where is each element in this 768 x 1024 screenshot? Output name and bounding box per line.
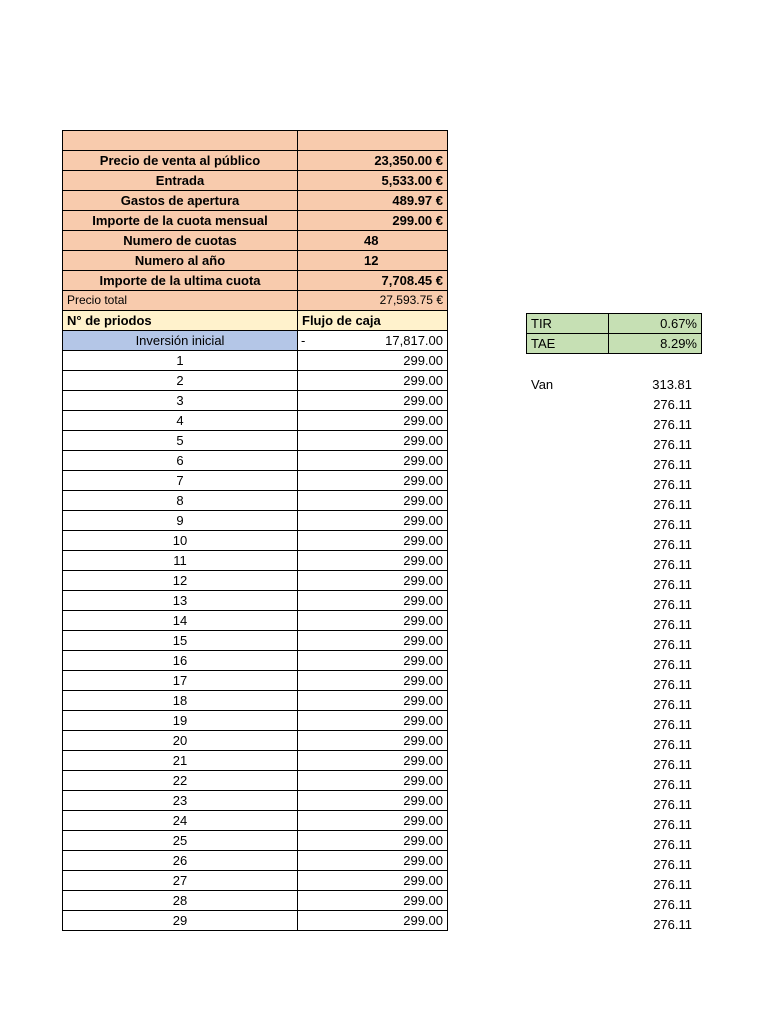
van-blank-cell[interactable] [527,595,607,615]
van-blank-cell[interactable] [527,415,607,435]
van-row [527,395,697,415]
period-flow-cell[interactable]: 299.00 [298,611,448,631]
period-flow-cell[interactable]: 299.00 [298,411,448,431]
period-flow-cell[interactable]: 299.00 [298,531,448,551]
period-row [63,871,448,891]
summary-label[interactable]: Numero de cuotas [63,231,298,251]
period-number-cell[interactable]: 5 [63,431,298,451]
period-number-cell[interactable]: 3 [63,391,298,411]
van-value[interactable]: 276.11 [653,677,692,692]
van-value[interactable]: 276.11 [653,637,692,652]
van-row [527,555,697,575]
period-flow-cell[interactable]: 299.00 [298,911,448,931]
period-number-cell[interactable]: 14 [63,611,298,631]
van-value[interactable]: 276.11 [653,537,692,552]
period-row [63,891,448,911]
period-row [63,371,448,391]
van-row [527,795,697,815]
period-row [63,431,448,451]
period-number-cell[interactable]: 25 [63,831,298,851]
van-blank-cell[interactable] [527,895,607,915]
van-row [527,895,697,915]
van-row [527,855,697,875]
period-flow-cell[interactable]: 299.00 [298,391,448,411]
header-blank-row [63,131,448,151]
van-value[interactable]: 276.11 [653,857,692,872]
van-value[interactable]: 276.11 [653,777,692,792]
van-blank-cell[interactable] [527,735,607,755]
period-row [63,731,448,751]
period-flow-cell[interactable]: 299.00 [298,751,448,771]
van-value[interactable]: 276.11 [653,917,692,932]
van-value[interactable]: 276.11 [653,417,692,432]
period-row [63,471,448,491]
summary-value[interactable]: 48 [298,231,448,251]
van-blank-cell[interactable] [527,875,607,895]
summary-value[interactable]: 299.00 € [298,211,448,231]
summary-row-entrada [63,171,448,191]
period-number-cell[interactable]: 17 [63,671,298,691]
van-value[interactable]: 313.81 [652,377,692,392]
summary-row-gastos [63,191,448,211]
van-row [527,715,697,735]
period-row [63,411,448,431]
period-flow-cell[interactable]: 299.00 [298,451,448,471]
van-value[interactable]: 276.11 [653,457,692,472]
van-table [526,374,697,935]
van-row [527,735,697,755]
summary-value[interactable]: 12 [298,251,448,271]
period-number-cell[interactable]: 6 [63,451,298,471]
van-blank-cell[interactable] [527,695,607,715]
period-number-cell[interactable]: 27 [63,871,298,891]
van-row [527,915,697,935]
van-value[interactable]: 276.11 [653,557,692,572]
period-flow-cell[interactable]: 299.00 [298,591,448,611]
van-row [527,535,697,555]
van-blank-cell[interactable] [527,555,607,575]
period-row [63,751,448,771]
period-row [63,911,448,931]
period-number-cell[interactable]: 12 [63,571,298,591]
period-flow-cell[interactable]: 299.00 [298,351,448,371]
van-blank-cell[interactable] [527,655,607,675]
van-row [527,595,697,615]
total-label[interactable]: Precio total [63,291,298,311]
van-value[interactable]: 276.11 [653,597,692,612]
van-value[interactable]: 276.11 [653,577,692,592]
header-blank-cell[interactable] [298,131,448,151]
van-blank-cell[interactable] [527,515,607,535]
van-row [527,675,697,695]
period-number-cell[interactable]: 15 [63,631,298,651]
period-flow-cell[interactable]: 299.00 [298,711,448,731]
period-row [63,811,448,831]
period-flow-cell[interactable]: 299.00 [298,851,448,871]
van-blank-cell[interactable] [527,835,607,855]
van-blank-cell[interactable] [527,455,607,475]
summary-label[interactable]: Precio de venta al público [63,151,298,171]
period-flow-cell[interactable]: 299.00 [298,371,448,391]
period-row [63,511,448,531]
van-blank-cell[interactable] [527,675,607,695]
period-row [63,351,448,371]
period-number-cell[interactable]: 16 [63,651,298,671]
cashflow-header-row [63,311,448,331]
period-number-cell[interactable]: 29 [63,911,298,931]
period-number-cell[interactable]: 11 [63,551,298,571]
period-row [63,571,448,591]
van-blank-cell[interactable] [527,915,607,935]
van-blank-cell[interactable] [527,435,607,455]
period-flow-cell[interactable]: 299.00 [298,631,448,651]
van-value[interactable]: 276.11 [653,697,692,712]
van-row [527,635,697,655]
period-row [63,391,448,411]
van-row [527,455,697,475]
total-value[interactable]: 27,593.75 € [298,291,448,311]
van-value[interactable]: 276.11 [653,897,692,912]
period-number-cell[interactable]: 22 [63,771,298,791]
period-flow-cell[interactable]: 299.00 [298,511,448,531]
van-blank-cell[interactable] [527,535,607,555]
period-number-cell[interactable]: 26 [63,851,298,871]
van-blank-cell[interactable] [527,395,607,415]
van-row [527,515,697,535]
van-blank-cell[interactable] [527,795,607,815]
summary-value[interactable]: 489.97 € [298,191,448,211]
van-blank-cell[interactable] [527,495,607,515]
period-row [63,831,448,851]
period-row [63,791,448,811]
period-row [63,711,448,731]
period-flow-cell[interactable]: 299.00 [298,471,448,491]
summary-label[interactable]: Gastos de apertura [63,191,298,211]
van-row [527,875,697,895]
period-number-cell[interactable]: 13 [63,591,298,611]
rates-table [526,313,702,354]
period-flow-cell[interactable]: 299.00 [298,791,448,811]
period-row [63,691,448,711]
van-value[interactable]: 276.11 [653,797,692,812]
van-blank-cell[interactable] [527,475,607,495]
summary-label[interactable]: Numero al año [63,251,298,271]
initial-investment-value[interactable] [298,331,448,351]
van-row [527,575,697,595]
summary-value[interactable]: 7,708.45 € [298,271,448,291]
loan-spreadsheet-table [62,130,448,931]
period-number-cell[interactable]: 24 [63,811,298,831]
van-value[interactable]: 276.11 [653,837,692,852]
period-flow-cell[interactable]: 299.00 [298,691,448,711]
van-row [527,475,697,495]
tae-row [527,334,702,354]
summary-label[interactable]: Importe de la cuota mensual [63,211,298,231]
period-row [63,451,448,471]
van-blank-cell[interactable] [527,855,607,875]
van-row [527,835,697,855]
period-row [63,591,448,611]
period-number-cell[interactable]: 1 [63,351,298,371]
van-value[interactable]: 276.11 [653,617,692,632]
van-blank-cell[interactable] [527,715,607,735]
van-value[interactable]: 276.11 [653,657,692,672]
van-value[interactable]: 276.11 [653,717,692,732]
van-label[interactable]: Van [531,377,554,392]
period-row [63,771,448,791]
period-number-cell[interactable]: 7 [63,471,298,491]
period-flow-cell[interactable]: 299.00 [298,671,448,691]
period-number-cell[interactable]: 8 [63,491,298,511]
van-blank-cell[interactable] [527,775,607,795]
van-row [527,775,697,795]
period-row [63,851,448,871]
period-flow-cell[interactable]: 299.00 [298,771,448,791]
period-flow-cell[interactable]: 299.00 [298,431,448,451]
tir-value[interactable]: 0.67% [609,314,702,334]
period-row [63,631,448,651]
period-number-cell[interactable]: 23 [63,791,298,811]
period-flow-cell[interactable]: 299.00 [298,811,448,831]
period-flow-cell[interactable]: 299.00 [298,651,448,671]
period-number-cell[interactable]: 20 [63,731,298,751]
van-row [527,755,697,775]
van-row [527,375,697,395]
period-row [63,671,448,691]
tir-row [527,314,702,334]
period-number-cell[interactable]: 10 [63,531,298,551]
period-number-cell[interactable]: 9 [63,511,298,531]
summary-value[interactable]: 23,350.00 € [298,151,448,171]
van-row [527,495,697,515]
period-flow-cell[interactable]: 299.00 [298,871,448,891]
negative-sign: - [301,333,306,348]
summary-row-ultima [63,271,448,291]
period-number-cell[interactable]: 18 [63,691,298,711]
van-value[interactable]: 276.11 [653,817,692,832]
period-number-cell[interactable]: 28 [63,891,298,911]
initial-investment-label[interactable]: Inversión inicial [63,331,298,351]
period-flow-cell[interactable]: 299.00 [298,571,448,591]
van-blank-cell[interactable] [527,615,607,635]
flow-column-header[interactable]: Flujo de caja [298,311,448,331]
period-flow-cell[interactable]: 299.00 [298,831,448,851]
header-blank-cell[interactable] [63,131,298,151]
van-row [527,435,697,455]
summary-label[interactable]: Entrada [63,171,298,191]
summary-value[interactable]: 5,533.00 € [298,171,448,191]
summary-row-total [63,291,448,311]
van-value[interactable]: 276.11 [653,397,692,412]
initial-investment-amount: 17,817.00 [385,333,443,348]
period-flow-cell[interactable]: 299.00 [298,731,448,751]
period-number-cell[interactable]: 19 [63,711,298,731]
van-blank-cell[interactable] [527,815,607,835]
summary-row-price [63,151,448,171]
tae-value[interactable]: 8.29% [609,334,702,354]
period-row [63,491,448,511]
tir-label[interactable]: TIR [527,314,609,334]
summary-row-cuota [63,211,448,231]
van-value[interactable]: 276.11 [653,517,692,532]
period-number-cell[interactable]: 21 [63,751,298,771]
van-blank-cell[interactable] [527,575,607,595]
van-row [527,655,697,675]
van-blank-cell[interactable] [527,755,607,775]
van-blank-cell[interactable] [527,635,607,655]
van-row [527,615,697,635]
period-number-cell[interactable]: 2 [63,371,298,391]
summary-row-num-cuotas [63,231,448,251]
van-value[interactable]: 276.11 [653,757,692,772]
van-value[interactable]: 276.11 [653,737,692,752]
periods-column-header[interactable]: N° de priodos [63,311,298,331]
van-row [527,415,697,435]
period-row [63,651,448,671]
period-number-cell[interactable]: 4 [63,411,298,431]
period-row [63,551,448,571]
period-flow-cell[interactable]: 299.00 [298,891,448,911]
summary-row-num-anio [63,251,448,271]
van-value[interactable]: 276.11 [653,477,692,492]
tae-label[interactable]: TAE [527,334,609,354]
van-row [527,695,697,715]
period-row [63,531,448,551]
period-flow-cell[interactable]: 299.00 [298,551,448,571]
period-row [63,611,448,631]
initial-investment-row [63,331,448,351]
van-value[interactable]: 276.11 [653,877,692,892]
period-flow-cell[interactable]: 299.00 [298,491,448,511]
van-value[interactable]: 276.11 [653,437,692,452]
van-row [527,815,697,835]
van-value[interactable]: 276.11 [653,497,692,512]
summary-label[interactable]: Importe de la ultima cuota [63,271,298,291]
